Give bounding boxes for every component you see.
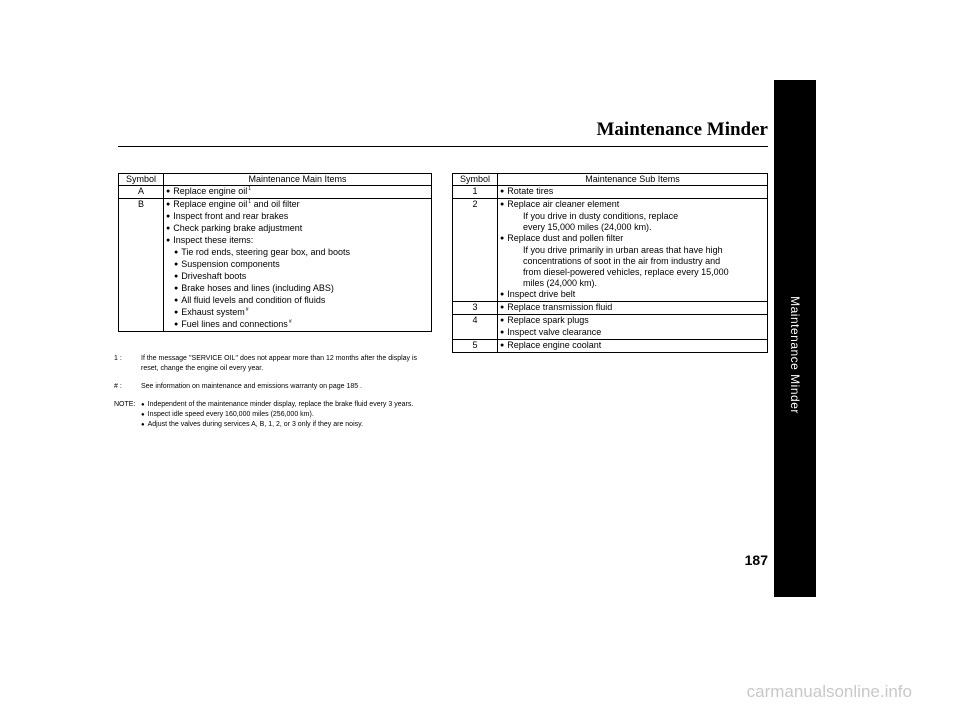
header-symbol: Symbol <box>119 174 164 186</box>
item-text: Inspect drive belt <box>507 289 576 299</box>
list-item <box>166 247 429 259</box>
row-items <box>498 186 768 199</box>
item-text: Replace dust and pollen filter <box>507 233 624 243</box>
list-item <box>500 278 765 289</box>
row-items <box>164 199 432 332</box>
footnote-ref: 1 <box>248 199 252 205</box>
header-items: Maintenance Sub Items <box>498 174 768 186</box>
page-number: 187 <box>744 552 768 568</box>
item-text: from diesel-powered vehicles, replace every 15,000 <box>523 267 729 277</box>
item-text: Brake hoses and lines (including ABS) <box>181 283 334 293</box>
list-item <box>166 307 429 319</box>
row-items <box>498 302 768 315</box>
list-item <box>166 319 429 331</box>
item-text: If you drive primarily in urban areas that have high <box>523 245 723 255</box>
list-item <box>500 222 765 233</box>
row-symbol: 4 <box>453 315 498 340</box>
list-item <box>500 211 765 222</box>
list-item <box>500 199 765 211</box>
footnote-1-key: 1 : <box>114 355 122 362</box>
list-item <box>166 295 429 307</box>
item-text: If you drive in dusty conditions, replace <box>523 211 679 221</box>
row-symbol: 2 <box>453 199 498 302</box>
list-item <box>500 315 765 327</box>
list-item <box>500 302 765 314</box>
table-row <box>119 186 432 199</box>
table-row <box>119 199 432 332</box>
item-text: Inspect valve clearance <box>507 327 602 337</box>
item-text: Exhaust system <box>181 307 245 317</box>
table-row <box>453 315 768 340</box>
page-title: Maintenance Minder <box>596 119 768 140</box>
row-symbol: 3 <box>453 302 498 315</box>
item-text: every 15,000 miles (24,000 km). <box>523 222 652 232</box>
item-text: Fuel lines and connections <box>181 319 288 329</box>
list-item <box>166 199 429 211</box>
title-rule <box>118 146 768 147</box>
row-items <box>498 199 768 302</box>
list-item <box>500 267 765 278</box>
row-symbol: 5 <box>453 340 498 353</box>
footnote-1-text: If the message ''SERVICE OIL'' does not appear more than 12 months after the display is reset, change the engine oil every year. <box>141 355 418 372</box>
row-symbol: 1 <box>453 186 498 199</box>
item-text: Check parking brake adjustment <box>173 223 303 233</box>
item-text: Replace engine oil <box>173 199 248 209</box>
item-text: All fluid levels and condition of fluids <box>181 295 326 305</box>
item-text-continued: and oil filter <box>251 199 300 209</box>
section-tab <box>776 230 814 480</box>
row-items <box>498 315 768 340</box>
watermark: carmanualsonline.info <box>746 682 912 701</box>
list-item <box>500 233 765 245</box>
table-row <box>453 186 768 199</box>
item-text: Replace transmission fluid <box>507 302 613 312</box>
item-text: Inspect front and rear brakes <box>173 211 289 221</box>
list-item <box>500 289 765 301</box>
item-text: Suspension components <box>181 259 280 269</box>
table-row <box>453 302 768 315</box>
row-items <box>164 186 432 199</box>
item-text: Rotate tires <box>507 186 554 196</box>
item-text: Replace engine oil <box>173 186 248 196</box>
footnotes <box>114 354 434 430</box>
footnote-ref: # <box>245 307 249 313</box>
list-item <box>500 340 765 352</box>
footnote-hash <box>114 382 434 392</box>
list-item <box>166 235 429 247</box>
list-item <box>166 283 429 295</box>
table-header-row <box>119 174 432 186</box>
section-tab-label: Maintenance Minder <box>788 296 803 414</box>
main-items-table <box>118 173 432 332</box>
footnote-hash-key: # : <box>114 383 122 390</box>
note-item: ● Independent of the maintenance minder display, replace the brake fluid every 3 years. <box>141 400 434 410</box>
table-row <box>453 199 768 302</box>
list-item <box>500 327 765 339</box>
list-item <box>166 186 429 198</box>
header-items: Maintenance Main Items <box>164 174 432 186</box>
table-row <box>453 340 768 353</box>
footnote-ref: 1 <box>248 186 252 192</box>
item-text: miles (24,000 km). <box>523 278 598 288</box>
item-text: Inspect these items: <box>173 235 254 245</box>
item-text: Driveshaft boots <box>181 271 247 281</box>
table-header-row <box>453 174 768 186</box>
sub-items-table <box>452 173 768 353</box>
note-item: ● Inspect idle speed every 160,000 miles (256,000 km). <box>141 410 434 420</box>
note-key: NOTE: <box>114 401 136 408</box>
item-text: concentrations of soot in the air from industry and <box>523 256 721 266</box>
list-item <box>500 245 765 256</box>
note-item: ● Adjust the valves during services A, B, 1, 2, or 3 only if they are noisy. <box>141 420 434 430</box>
item-text: Replace spark plugs <box>507 315 589 325</box>
list-item <box>166 223 429 235</box>
note-block <box>114 400 434 430</box>
list-item <box>166 211 429 223</box>
footnote-1 <box>114 354 434 374</box>
list-item <box>166 259 429 271</box>
list-item <box>166 271 429 283</box>
item-text: Tie rod ends, steering gear box, and boots <box>181 247 351 257</box>
footnote-ref: # <box>288 319 292 325</box>
header-symbol: Symbol <box>453 174 498 186</box>
row-symbol: A <box>119 186 164 199</box>
row-items <box>498 340 768 353</box>
list-item <box>500 186 765 198</box>
row-symbol: B <box>119 199 164 332</box>
item-text: Replace engine coolant <box>507 340 602 350</box>
list-item <box>500 256 765 267</box>
item-text: Replace air cleaner element <box>507 199 620 209</box>
footnote-hash-text: See information on maintenance and emissions warranty on page 185 . <box>141 383 363 390</box>
